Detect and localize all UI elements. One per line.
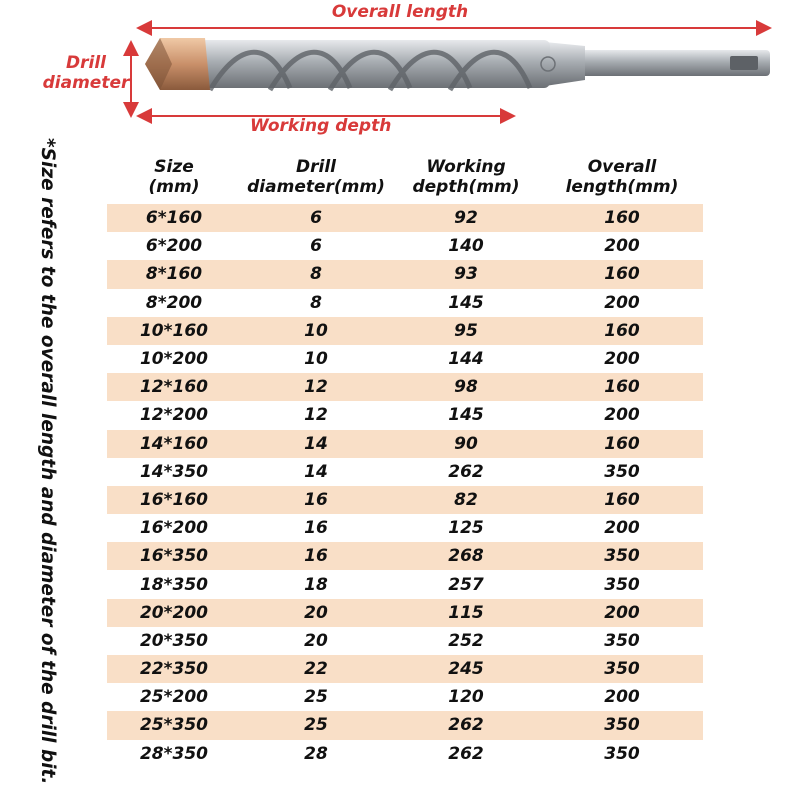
cell-overall-length: 200	[604, 518, 640, 539]
cell-overall-length: 350	[604, 574, 640, 595]
cell-overall-length: 200	[604, 236, 640, 257]
table-row	[107, 655, 703, 683]
cell-size: 28*350	[139, 743, 209, 764]
cell-overall-length: 350	[541, 542, 703, 570]
header-overall-length-line1: Overall	[587, 157, 657, 177]
header-size	[107, 150, 241, 204]
table-row	[107, 289, 703, 317]
size-note-text: *Size refers to the overall length and diameter of the drill bit.	[37, 138, 58, 785]
cell-working-depth: 120	[448, 687, 484, 708]
cell-working-depth: 140	[448, 236, 484, 257]
header-drill-diameter	[241, 150, 391, 204]
cell-overall-length: 160	[541, 486, 703, 514]
cell-drill-diameter: 12	[241, 373, 391, 401]
cell-drill-diameter: 8	[241, 260, 391, 288]
cell-overall-length: 350	[604, 630, 640, 651]
cell-drill-diameter: 20	[304, 630, 328, 651]
table-row	[107, 683, 703, 711]
cell-working-depth: 92	[391, 204, 541, 232]
size-note	[22, 138, 58, 785]
cell-drill-diameter: 16	[304, 518, 328, 539]
cell-drill-diameter: 8	[310, 292, 322, 313]
table-row	[107, 373, 703, 401]
header-working-depth-line1: Working	[426, 157, 506, 177]
cell-size: 16*350	[107, 542, 241, 570]
table-row	[107, 514, 703, 542]
cell-overall-length: 200	[541, 599, 703, 627]
table-row	[107, 740, 703, 768]
cell-working-depth: 262	[448, 743, 484, 764]
cell-drill-diameter: 20	[241, 599, 391, 627]
cell-size: 6*200	[145, 236, 203, 257]
table-row	[107, 486, 703, 514]
cell-size: 25*350	[107, 711, 241, 739]
cell-size: 14*160	[107, 430, 241, 458]
table-row	[107, 232, 703, 260]
cell-size: 12*160	[107, 373, 241, 401]
cell-drill-diameter: 10	[241, 317, 391, 345]
cell-overall-length: 350	[604, 743, 640, 764]
cell-working-depth: 93	[391, 260, 541, 288]
cell-overall-length: 200	[604, 292, 640, 313]
cell-working-depth: 145	[448, 292, 484, 313]
cell-working-depth: 262	[391, 711, 541, 739]
spec-table	[107, 150, 703, 768]
table-row	[107, 599, 703, 627]
cell-working-depth: 95	[391, 317, 541, 345]
cell-size: 20*350	[139, 630, 209, 651]
cell-working-depth: 82	[391, 486, 541, 514]
cell-working-depth: 90	[391, 430, 541, 458]
overall-length-label: Overall length	[331, 2, 469, 22]
cell-overall-length: 160	[541, 204, 703, 232]
cell-size: 16*200	[139, 518, 209, 539]
table-row	[107, 711, 703, 739]
cell-working-depth: 257	[448, 574, 484, 595]
table-row	[107, 542, 703, 570]
cell-size: 14*350	[139, 461, 209, 482]
cell-drill-diameter: 16	[241, 542, 391, 570]
cell-overall-length: 200	[604, 687, 640, 708]
cell-size: 20*200	[107, 599, 241, 627]
fluted-body	[200, 40, 550, 88]
drill-diameter-label-line1: Drill	[66, 53, 106, 73]
cell-size: 25*200	[139, 687, 209, 708]
cell-overall-length: 350	[604, 461, 640, 482]
cell-overall-length: 350	[541, 711, 703, 739]
cell-drill-diameter: 16	[241, 486, 391, 514]
table-row	[107, 345, 703, 373]
table-row	[107, 204, 703, 232]
cell-working-depth: 125	[448, 518, 484, 539]
shank-taper	[545, 42, 585, 86]
cell-drill-diameter: 18	[304, 574, 328, 595]
cell-overall-length: 160	[541, 430, 703, 458]
cell-working-depth: 252	[448, 630, 484, 651]
cell-drill-diameter: 14	[241, 430, 391, 458]
header-drill-diameter-line2: diameter(mm)	[247, 177, 385, 197]
table-body	[107, 204, 703, 768]
cell-drill-diameter: 25	[241, 711, 391, 739]
cell-working-depth: 144	[448, 349, 484, 370]
cell-overall-length: 200	[604, 349, 640, 370]
cell-overall-length: 350	[541, 655, 703, 683]
cell-drill-diameter: 25	[304, 687, 328, 708]
cell-working-depth: 245	[391, 655, 541, 683]
cell-drill-diameter: 22	[241, 655, 391, 683]
table-row	[107, 260, 703, 288]
cell-size: 12*200	[139, 405, 209, 426]
cell-size: 18*350	[139, 574, 209, 595]
cell-drill-diameter: 14	[304, 461, 328, 482]
table-row	[107, 430, 703, 458]
cell-size: 10*200	[139, 349, 209, 370]
shank-groove	[730, 56, 758, 70]
cell-size: 8*200	[145, 292, 203, 313]
header-working-depth	[391, 150, 541, 204]
header-working-depth-line2: depth(mm)	[412, 177, 520, 197]
table-row	[107, 627, 703, 655]
cell-size: 6*160	[107, 204, 241, 232]
cell-drill-diameter: 28	[304, 743, 328, 764]
cell-overall-length: 160	[541, 260, 703, 288]
cell-overall-length: 160	[541, 373, 703, 401]
cell-size: 16*160	[107, 486, 241, 514]
table-header-row	[107, 150, 703, 204]
cell-drill-diameter: 6	[241, 204, 391, 232]
cell-size: 22*350	[107, 655, 241, 683]
table-row	[107, 458, 703, 486]
drill-bit-illustration	[0, 0, 800, 140]
header-drill-diameter-line1: Drill	[296, 157, 336, 177]
cell-working-depth: 115	[391, 599, 541, 627]
cell-working-depth: 262	[448, 461, 484, 482]
header-overall-length	[541, 150, 703, 204]
working-depth-label: Working depth	[250, 116, 392, 136]
cell-drill-diameter: 12	[304, 405, 328, 426]
table-row	[107, 401, 703, 429]
cell-size: 10*160	[107, 317, 241, 345]
cell-overall-length: 160	[541, 317, 703, 345]
cell-working-depth: 98	[391, 373, 541, 401]
cell-overall-length: 200	[604, 405, 640, 426]
cell-drill-diameter: 6	[310, 236, 322, 257]
cell-drill-diameter: 10	[304, 349, 328, 370]
cell-working-depth: 145	[448, 405, 484, 426]
cell-size: 8*160	[107, 260, 241, 288]
table-row	[107, 570, 703, 598]
table-row	[107, 317, 703, 345]
drill-diameter-label-line2: diameter	[42, 73, 130, 93]
header-size-line1: Size	[154, 157, 194, 177]
header-overall-length-line2: length(mm)	[565, 177, 679, 197]
header-size-line2: (mm)	[148, 177, 200, 197]
cell-working-depth: 268	[391, 542, 541, 570]
